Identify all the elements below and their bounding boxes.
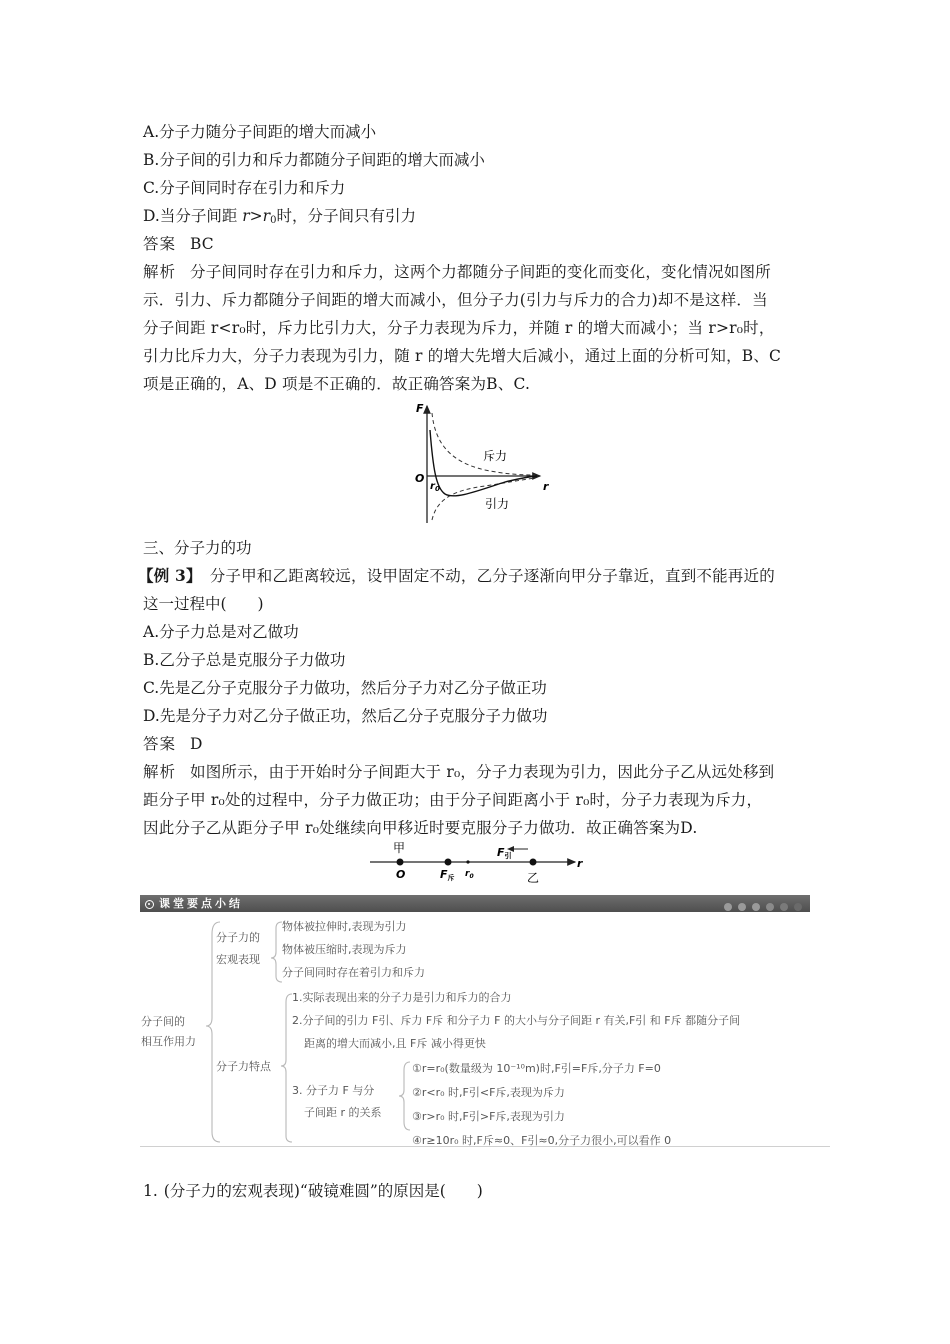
- analysis-3-line-1: 解析 如图所示，由于开始时分子间距大于 r₀，分子力表现为引力，因此分子乙从远处移到: [143, 763, 775, 781]
- macro-item-3: 分子间同时存在着引力和斥力: [282, 966, 425, 979]
- feature-point-3: 3. 分子力 F 与分 子间距 r 的关系: [292, 1084, 382, 1119]
- macro-item-2: 物体被压缩时,表现为斥力: [282, 943, 407, 956]
- pagination-dots: [718, 899, 802, 916]
- label-axis-r: r: [577, 857, 583, 870]
- features-label: 分子力特点: [216, 1060, 271, 1073]
- feature-point-2a: 2.分子间的引力 F引、斥力 F斥 和分子力 F 的大小与分子间距 r 有关,F引 和 F斥 都随分子间: [292, 1014, 741, 1027]
- analysis-1-line-4: 引力比斥力大，分子力表现为引力，随 r 的增大先增大后减小，通过上面的分析可知，B、C: [143, 347, 782, 365]
- attraction-curve: [432, 478, 535, 520]
- feature-point-1: 1.实际表现出来的分子力是引力和斥力的合力: [292, 991, 512, 1004]
- small-dot: [466, 860, 469, 863]
- summary-root: 分子间的 相互作用力: [141, 1015, 196, 1048]
- label-jia: 甲: [393, 841, 406, 855]
- label-f-att: F引: [497, 846, 512, 860]
- graph-r0: $r_0$: [430, 481, 440, 493]
- molecule-jia: [397, 859, 404, 866]
- option-c: C.分子间同时存在引力和斥力: [143, 179, 346, 197]
- example-3-line-2: 这一过程中( ): [143, 595, 264, 613]
- summary-bottom-rule: [140, 1146, 830, 1147]
- answer-1: 答案 BC: [143, 235, 214, 253]
- macro-label: 分子力的 宏观表现: [216, 931, 260, 966]
- r0-point: [445, 859, 452, 866]
- option-a: A.分子力随分子间距的增大而减小: [143, 123, 377, 141]
- label-f-rep: F斥: [440, 868, 455, 882]
- e3-option-c: C.先是乙分子克服分子力做功，然后分子力对乙分子做正功: [143, 679, 547, 697]
- bullet-icon: [145, 900, 154, 909]
- answer-3: 答案 D: [143, 735, 203, 753]
- option-b: B.分子间的引力和斥力都随分子间距的增大而减小: [143, 151, 485, 169]
- analysis-3-line-2: 距分子甲 r₀处的过程中，分子力做正功；由于分子间距离小于 r₀时，分子力表现为斥力，: [143, 791, 763, 809]
- case-1: ①r=r₀(数量级为 10⁻¹⁰m)时,F引=F斥,分子力 F=0: [412, 1062, 661, 1075]
- force-distance-graph: [405, 398, 555, 530]
- section-title: 三、分子力的功: [143, 539, 252, 557]
- graph-origin: O: [415, 472, 425, 485]
- e3-option-b: B.乙分子总是克服分子力做功: [143, 651, 346, 669]
- case-3: ③r>r₀ 时,F引>F斥,表现为引力: [412, 1110, 565, 1123]
- label-origin: O: [396, 868, 406, 881]
- molecule-diagram: [365, 840, 590, 888]
- question-1: 1. (分子力的宏观表现)“破镜难圆”的原因是( ): [143, 1182, 483, 1200]
- analysis-1-line-5: 项是正确的，A、D 项是不正确的．故正确答案为B、C.: [143, 375, 531, 393]
- case-2: ②r<r₀ 时,F引<F斥,表现为斥力: [412, 1086, 565, 1099]
- e3-option-d: D.先是分子力对乙分子做正功，然后乙分子克服分子力做功: [143, 707, 548, 725]
- analysis-3-line-3: 因此分子乙从距分子甲 r₀处继续向甲移近时要克服分子力做功．故正确答案为D.: [143, 819, 698, 837]
- repulsion-curve: [432, 413, 535, 475]
- graph-x-label: r: [543, 480, 549, 493]
- analysis-1-line-2: 示．引力、斥力都随分子间距的增大而减小，但分子力(引力与斥力的合力)却不是这样．当: [143, 291, 768, 309]
- graph-y-label: F: [416, 402, 424, 415]
- label-r0: $r_0$: [465, 869, 474, 880]
- feature-point-2b: 距离的增大而减小,且 F斥 减小得更快: [304, 1037, 486, 1050]
- analysis-1-line-3: 分子间距 r<r₀时，斥力比引力大，分子力表现为斥力，并随 r 的增大而减小；当 r>r₀时，: [143, 319, 775, 337]
- case-4: ④r≥10r₀ 时,F斥≈0、F引≈0,分子力很小,可以看作 0: [412, 1134, 672, 1147]
- molecule-yi: [530, 859, 537, 866]
- macro-item-1: 物体被拉伸时,表现为引力: [282, 920, 407, 933]
- e3-option-a: A.分子力总是对乙做功: [143, 623, 299, 641]
- example-3-line-1: 【例 3】 分子甲和乙距离较远，设甲固定不动，乙分子逐渐向甲分子靠近，直到不能再近的: [138, 566, 775, 585]
- attraction-label: 引力: [485, 497, 510, 511]
- analysis-1-line-1: 解析 分子间同时存在引力和斥力，这两个力都随分子间距的变化而变化，变化情况如图所: [143, 263, 771, 281]
- label-yi: 乙: [527, 871, 540, 885]
- summary-header: 课堂要点小结: [140, 895, 810, 912]
- option-d: D.当分子间距 $r>r_0$时，分子间只有引力: [143, 207, 416, 226]
- repulsion-label: 斥力: [483, 449, 508, 463]
